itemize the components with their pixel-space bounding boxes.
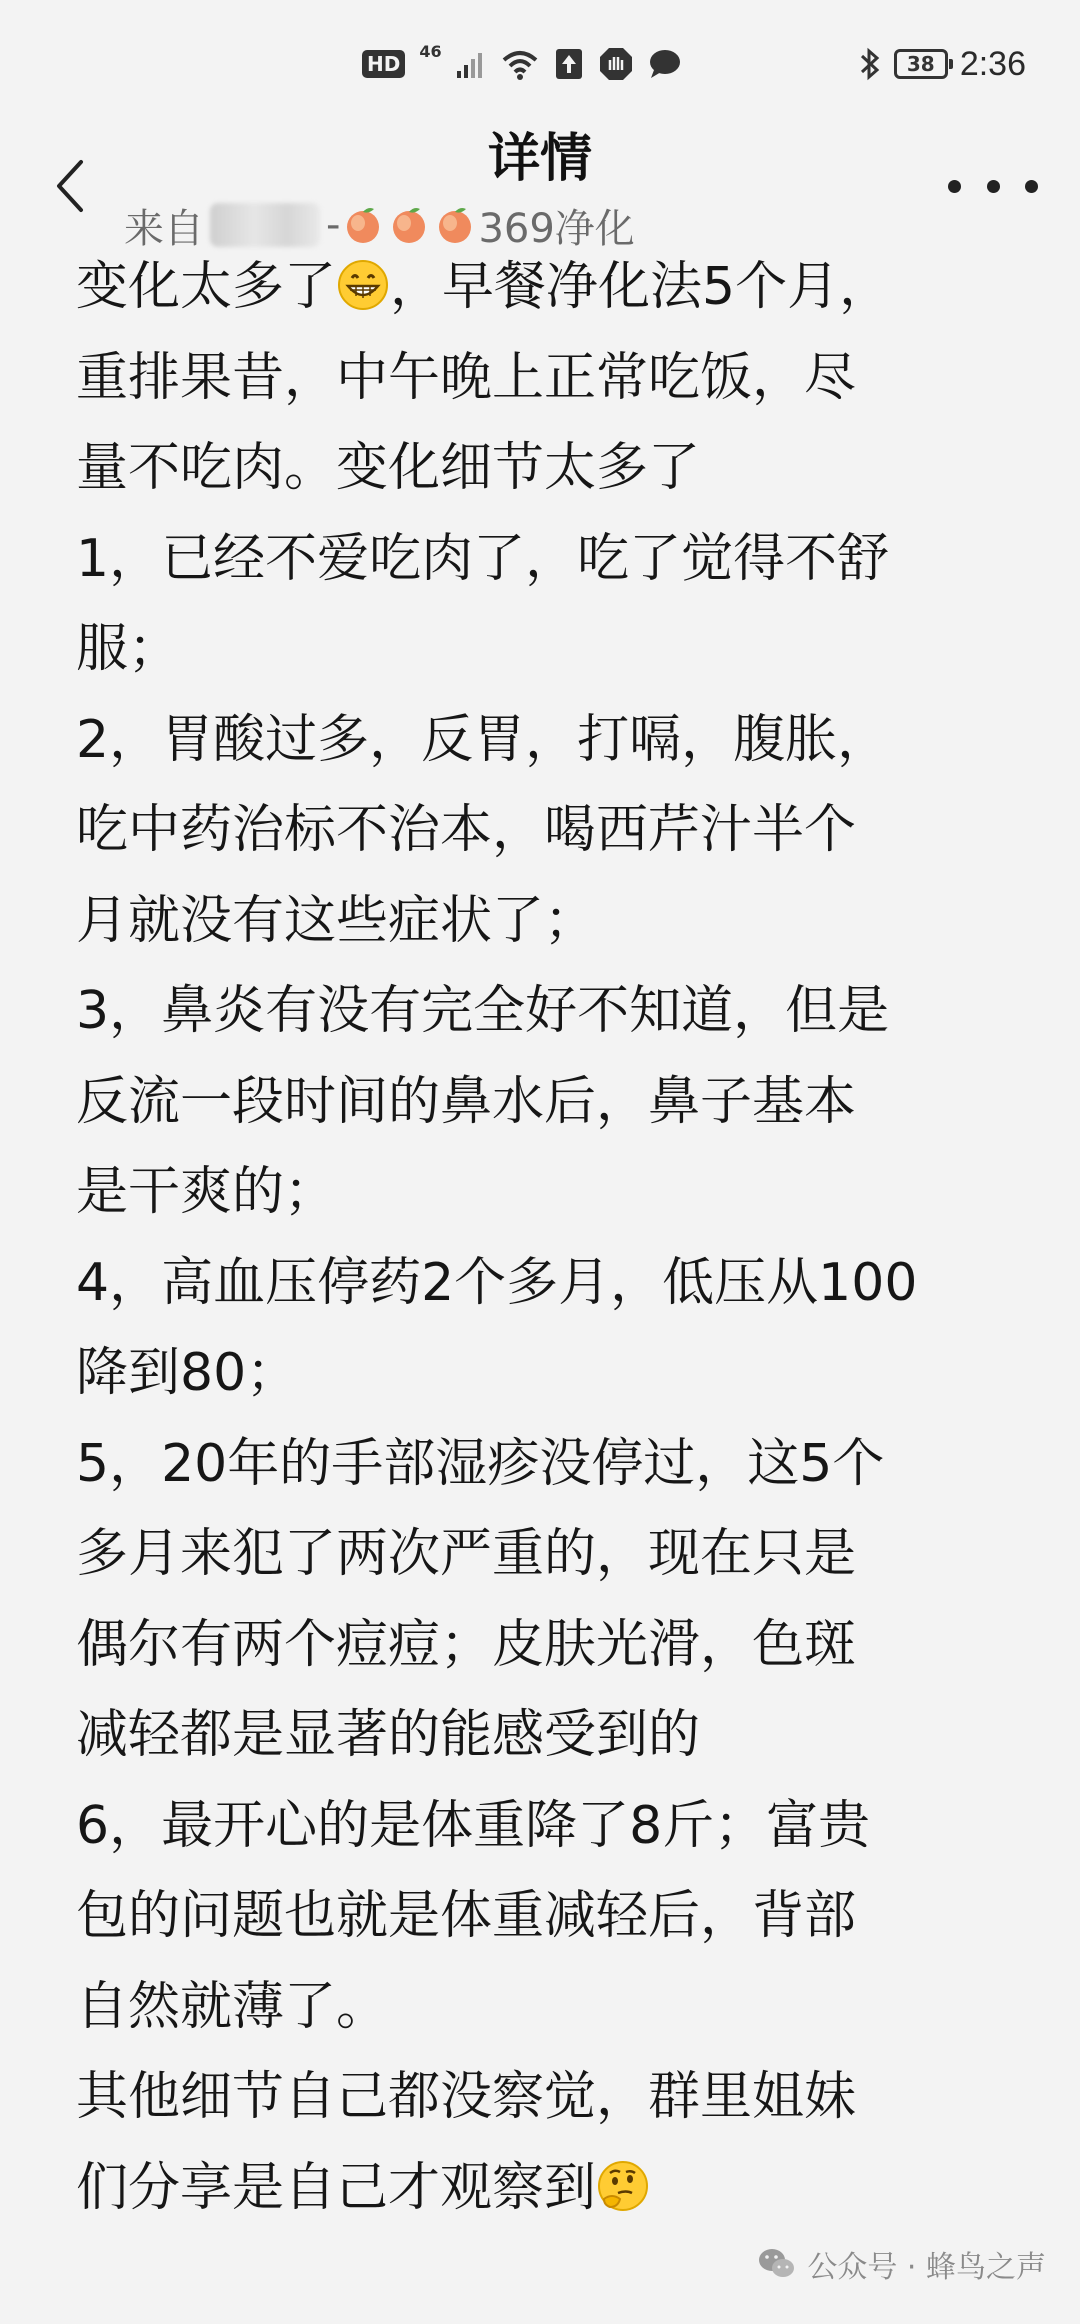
post-line: 量不吃肉。变化细节太多了	[76, 438, 701, 498]
battery-icon	[894, 49, 948, 79]
post-line: 其他细节自己都没察觉，群里姐妹	[76, 2067, 857, 2127]
source-separator: -	[326, 202, 341, 248]
signal-icon	[456, 49, 486, 79]
post-line: 6，最开心的是体重降了8斤；富贵	[76, 1795, 871, 1856]
redacted-username	[210, 203, 320, 247]
chat-bubble-icon	[648, 48, 682, 80]
status-bar-left	[362, 40, 682, 88]
source-suffix: 369净化	[478, 205, 635, 252]
source-prefix: 来自	[124, 205, 204, 252]
post-line: 反流一段时间的鼻水后，鼻子基本	[76, 1071, 857, 1132]
post-line-text: 变化太多了	[76, 257, 337, 317]
post-line: 偶尔有两个痘痘；皮肤光滑，色斑	[76, 1614, 857, 1675]
bluetooth-icon	[858, 46, 882, 82]
post-line: 减轻都是显著的能感受到的	[76, 1705, 701, 1765]
post-body	[76, 242, 1036, 2233]
watermark	[757, 2242, 1046, 2286]
post-line	[76, 2143, 1036, 2234]
post-line: 5，20年的手部湿疹没停过，这5个	[76, 1433, 885, 1494]
network-type-label: 46	[419, 42, 442, 61]
status-bar-right	[858, 40, 1026, 88]
clock: 2:36	[959, 44, 1026, 83]
watermark-text: 公众号 · 蜂鸟之声	[807, 2250, 1046, 2285]
status-bar	[0, 0, 1080, 128]
post-line: 自然就薄了。	[76, 1976, 389, 2037]
hand-icon	[598, 46, 634, 82]
post-line: 服；	[76, 619, 181, 679]
peach-emoji-icon	[342, 205, 384, 245]
hd-badge: HD	[362, 50, 405, 78]
peach-emoji-icon	[388, 205, 430, 245]
post-line: 重排果昔，中午晚上正常吃饭，尽	[76, 347, 857, 408]
post-line	[76, 242, 1036, 333]
header	[0, 110, 1080, 250]
post-line: 多月来犯了两次严重的，现在只是	[76, 1524, 857, 1584]
more-options-button[interactable]	[948, 164, 1038, 208]
more-dot-icon	[948, 180, 961, 193]
page-title: 详情	[487, 129, 592, 189]
post-line: 是干爽的；	[76, 1162, 337, 1222]
wechat-icon	[757, 2246, 797, 2282]
post-line-text: ，早餐净化法5个月，	[390, 257, 892, 317]
more-dot-icon	[1025, 180, 1038, 193]
post-line: 包的问题也就是体重减轻后，背部	[76, 1886, 857, 1946]
wifi-icon	[500, 48, 540, 80]
post-line-text: 们分享是自己才观察到	[76, 2157, 597, 2218]
post-line: 吃中药治标不治本，喝西芹汁半个	[76, 800, 857, 860]
upload-icon	[554, 47, 584, 81]
battery-level: 38	[906, 52, 935, 76]
thinking-face-emoji-icon	[596, 2159, 650, 2213]
post-line: 3，鼻炎有没有完全好不知道，但是	[76, 981, 890, 1041]
post-line: 1，已经不爱吃肉了，吃了觉得不舒	[76, 528, 890, 589]
grinning-face-emoji-icon	[336, 258, 390, 312]
post-line: 2，胃酸过多，反胃，打嗝，腹胀，	[76, 709, 890, 770]
post-line: 月就没有这些症状了；	[76, 890, 597, 951]
peach-emoji-icon	[434, 205, 476, 245]
more-dot-icon	[987, 180, 1000, 193]
post-line: 4，高血压停药2个多月，低压从100	[76, 1252, 918, 1313]
post-line: 降到80；	[76, 1343, 299, 1403]
